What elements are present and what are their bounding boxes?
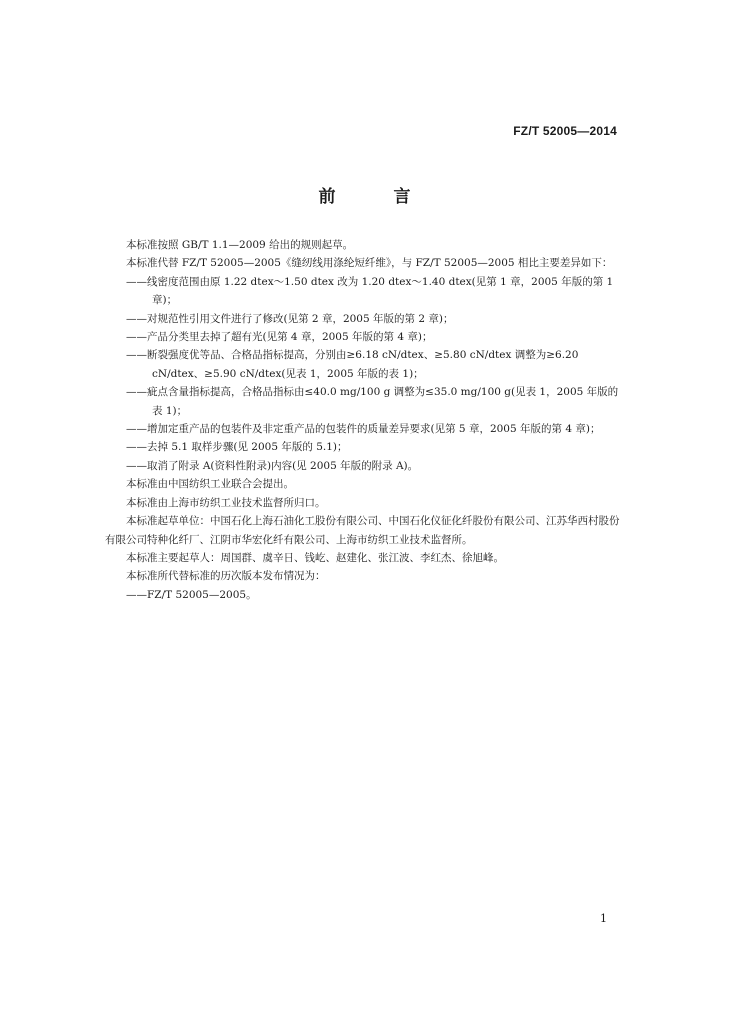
list-item: ——取消了附录 A(资料性附录)内容(见 2005 年版的附录 A)。 (126, 459, 419, 472)
paragraph-replacement: 本标准代替 FZ/T 52005—2005《缝纫线用涤纶短纤维》，与 FZ/T 52005—2005 相比主要差异如下： (126, 257, 613, 270)
paragraph-drafting-rule: 本标准按照 GB/T 1.1—2009 给出的规则起草。 (126, 239, 354, 251)
paragraph-proposer: 本标准由中国纺织工业联合会提出。 (126, 478, 294, 491)
standard-code: FZ/T 52005—2014 (513, 124, 617, 138)
list-item: ——增加定重产品的包装件及非定重产品的包装件的质量差异要求(见第 5 章，2005 年版的第 4 章)； (126, 423, 601, 436)
paragraph-drafting-units: 本标准起草单位：中国石化上海石油化工股份有限公司、中国石化仪征化纤股份有限公司、江苏华西村股份有限公司特种化纤厂、江阴市华宏化纤有限公司、上海市纺织工业技术监督所。 (105, 515, 620, 546)
foreword-body (105, 236, 620, 604)
list-item: ——断裂强度优等品、合格品指标提高，分别由≥6.18 cN/dtex、≥5.80 cN/dtex 调整为≥6.20 cN/dtex、≥5.90 cN/dtex(见表 1，2005 年版的表 1)； (126, 349, 579, 380)
list-item: ——疵点含量指标提高，合格品指标由≤40.0 mg/100 g 调整为≤35.0 mg/100 g(见表 1，2005 年版的表 1)； (126, 386, 619, 417)
list-item: ——线密度范围由原 1.22 dtex～1.50 dtex 改为 1.20 dtex～1.40 dtex(见第 1 章，2005 年版的第 1 章)； (126, 275, 614, 307)
list-item: ——去掉 5.1 取样步骤(见 2005 年版的 5.1)； (126, 441, 348, 454)
page-number: 1 (600, 912, 607, 925)
page-title: 前 言 (318, 187, 437, 207)
paragraph-history-intro: 本标准所代替标准的历次版本发布情况为： (126, 570, 326, 583)
list-item-history: ——FZ/T 52005—2005。 (126, 588, 257, 601)
paragraph-drafters: 本标准主要起草人：周国群、虞辛日、钱屹、赵建化、张江波、李红杰、徐旭峰。 (126, 551, 504, 564)
list-item: ——对规范性引用文件进行了修改(见第 2 章，2005 年版的第 2 章)； (126, 312, 454, 325)
paragraph-centralized-by: 本标准由上海市纺织工业技术监督所归口。 (126, 496, 326, 509)
list-item: ——产品分类里去掉了超有光(见第 4 章，2005 年版的第 4 章)； (126, 331, 433, 344)
